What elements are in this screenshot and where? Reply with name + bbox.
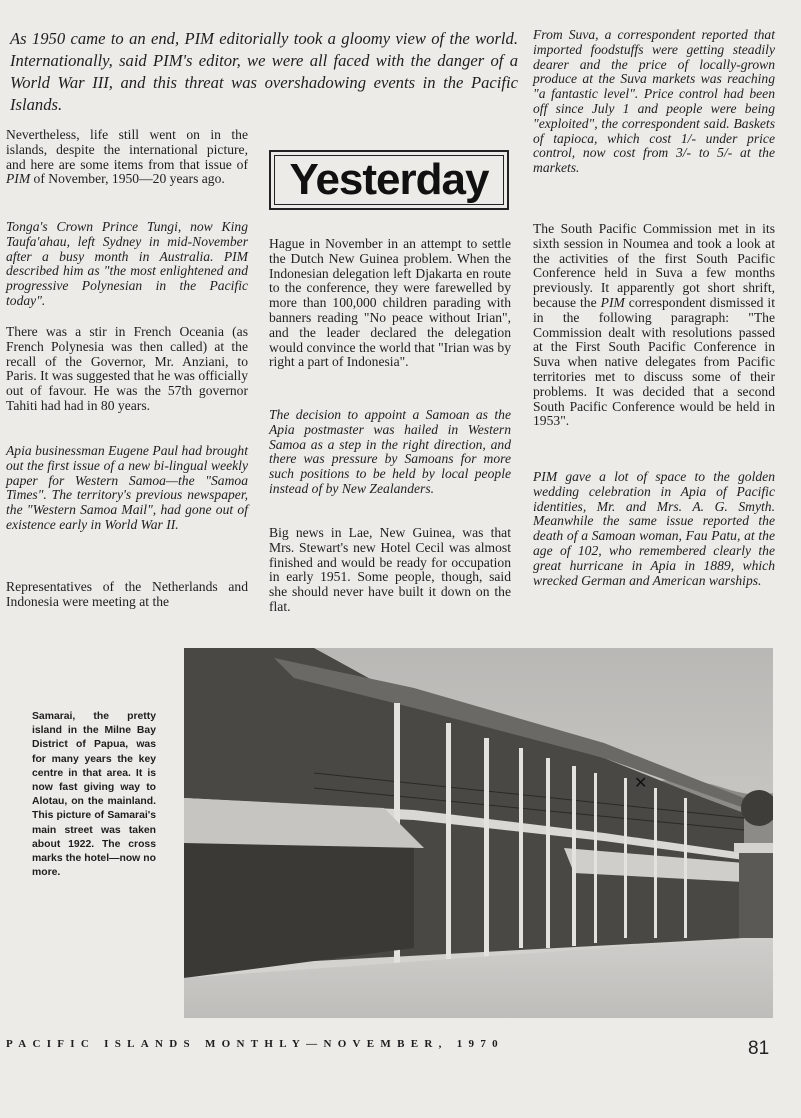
intro-paragraph: As 1950 came to an end, PIM editorially took a gloomy view of the world. Internationally, said PIM's editor, we were all faced with the danger of a World War III, and this threat was overshadowing events in the Pacific Islands. — [10, 29, 518, 114]
col3-paragraph-1: From Suva, a correspondent reported that imported foodstuffs were getting steadily dearer and the price of locally-grown produce at the Suva markets was reaching "a fantastic level". Price control had been off since July 1 and people were being "exploited", the correspondent said. Baskets of tapioca, which cost 1/- under price control, now cost from 3/- to 5/- at the markets. — [533, 27, 775, 176]
col3-paragraph-2: The South Pacific Commission met in its sixth session in Noumea and took a look at the activities of the first South Pacific Conference held in Suva a few months previously. It apparently got short shrift, because the PIM correspondent dismissed it in the following paragraph: "The Commission dealt with resolutions passed at the First South Pacific Conference in Suva when native delegates from Pacific territories met to discuss some of their problems. It was decided that a second South Pacific Conference would be held in 1953". — [533, 221, 775, 429]
col1-paragraph-2: Tonga's Crown Prince Tungi, now King Taufa'ahau, left Sydney in mid-November after a busy month in Australia. PIM described him as "the most enlightened and progressive Polynesian in the Pacific today". — [6, 219, 248, 308]
yesterday-heading-box — [269, 150, 509, 210]
col2-paragraph-2: The decision to appoint a Samoan as the Apia postmaster was hailed in Western Samoa as a step in the right direction, and there was pressure by Samoans for more such positions to be held by local people instead of by New Zealanders. — [269, 407, 511, 496]
samarai-street-photo — [184, 648, 773, 1018]
photo-caption: Samarai, the pretty island in the Milne Bay District of Papua, was for many years the key centre in that area. It is now fast giving way to Alotau, on the mainland. This picture of Samarai's main street was taken about 1922. The cross marks the hotel—now no more. — [32, 711, 156, 879]
yesterday-heading: Yesterday — [289, 155, 489, 204]
col1-paragraph-5: Representatives of the Netherlands and Indonesia were meeting at the — [6, 579, 248, 609]
col3-paragraph-3: PIM gave a lot of space to the golden wedding celebration in Apia of Pacific identities, Mr. and Mrs. A. G. Smyth. Meanwhile the same issue reported the death of a Samoan woman, Fau Patu, at the age of 102, who remembered clearly the great hurricane in Apia in 1889, which wrecked German and American warships. — [533, 469, 775, 588]
col2-paragraph-1: Hague in November in an attempt to settle the Dutch New Guinea problem. When the Indonesian delegation left Djakarta en route to the conference, they were farewelled by more than 100,000 children parading with banners reading "No peace without Irian", and the leader declared the delegation would convince the world that "Irian was by right a part of Indonesia". — [269, 236, 511, 370]
col1-paragraph-4: Apia businessman Eugene Paul had brought out the first issue of a new bi-lingual weekly paper for Western Samoa—the "Samoa Times". The territory's previous newspaper, the "Western Samoa Mail", had gone out of existence early in World War II. — [6, 443, 248, 532]
column-1 — [6, 128, 248, 187]
col1-paragraph-3: There was a stir in French Oceania (as French Polynesia was then called) at the recall of the Governor, Mr. Anziani, to Paris. It was suggested that he was officially out of favour. He was the 57th governor Tahiti had had in 80 years. — [6, 324, 248, 413]
col2-paragraph-3: Big news in Lae, New Guinea, was that Mrs. Stewart's new Hotel Cecil was almost finished and would be ready for occupation in early 1951. Some people, though, said she should never have built it down on the flat. — [269, 525, 511, 614]
cross-mark: ✕ — [634, 773, 648, 792]
footer-publication: PACIFIC ISLANDS MONTHLY—NOVEMBER, 1970 — [6, 1038, 504, 1050]
page-number: 81 — [748, 1038, 770, 1059]
col1-paragraph-1: Nevertheless, life still went on in the islands, despite the international picture, and here are some items from that issue of PIM of November, 1950—20 years ago. — [6, 127, 248, 187]
